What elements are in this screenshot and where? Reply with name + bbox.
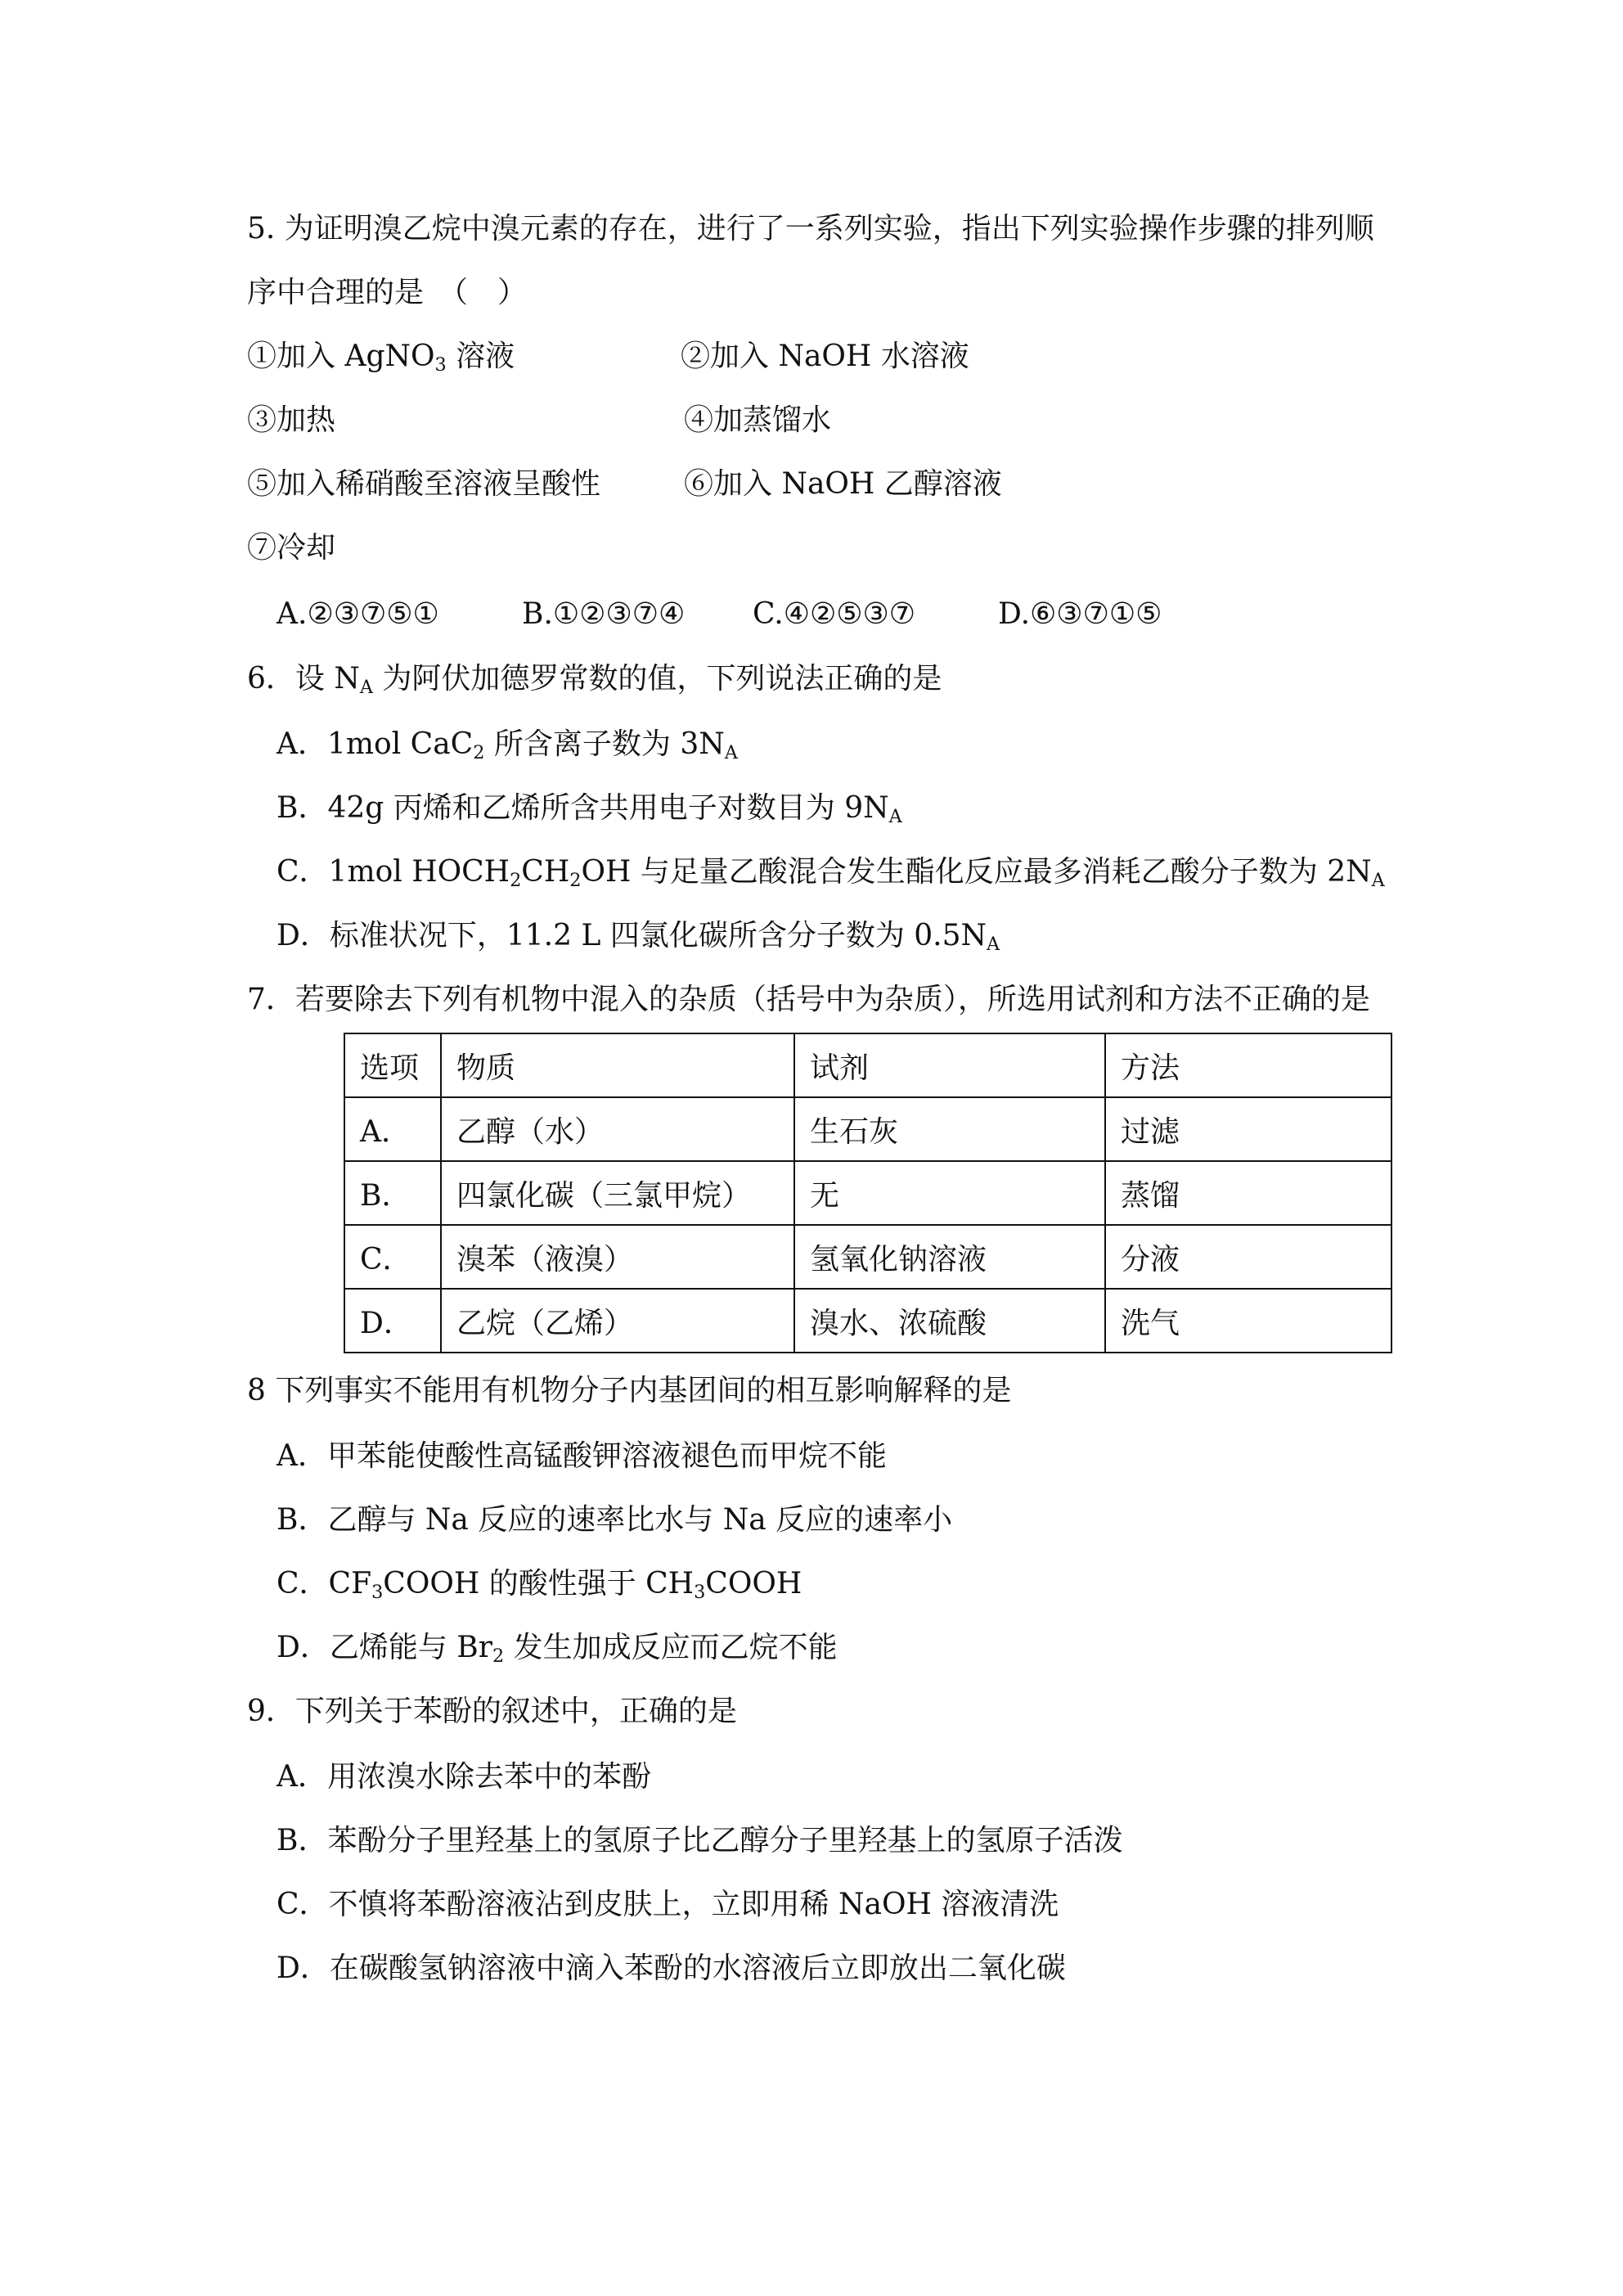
table-cell: 蒸馏	[1105, 1161, 1391, 1225]
q9-stem: 9．下列关于苯酚的叙述中，正确的是	[247, 1695, 737, 1728]
table-header-cell: 物质	[441, 1033, 794, 1097]
q5-stem-line2: 序中合理的是 （ ）	[247, 276, 528, 309]
q5-option-b: B.①②③⑦④	[522, 597, 686, 631]
q6-option-b: B．42g 丙烯和乙烯所含共用电子对数目为 $9N_A$	[276, 791, 902, 828]
table-cell: 生石灰	[794, 1097, 1105, 1161]
q5-step-3: ③加热	[247, 403, 336, 437]
q5-step-1: ①加入 AgNO$_3$ 溶液	[247, 340, 515, 376]
table-cell: D．	[344, 1289, 441, 1353]
q6-option-c: C．1mol $HOCH_2CH_2OH$ 与足量乙酸混合发生酯化反应最多消耗乙酸分子数为 $2N_A$	[276, 855, 1385, 892]
table-row	[344, 1097, 1391, 1161]
table-cell: A．	[344, 1097, 441, 1161]
q5-option-c: C.④②⑤③⑦	[753, 597, 916, 631]
q8-option-b: B．乙醇与 Na 反应的速率比水与 Na 反应的速率小	[276, 1503, 953, 1537]
table-cell: 无	[794, 1161, 1105, 1225]
table-row	[344, 1161, 1391, 1225]
table-header-row	[344, 1033, 1391, 1097]
q8-option-c: C．$CF_3COOH$ 的酸性强于 $CH_3COOH$	[276, 1567, 803, 1604]
table-cell: 溴水、浓硫酸	[794, 1289, 1105, 1353]
table-cell: C．	[344, 1225, 441, 1289]
q7-table	[344, 1033, 1392, 1353]
q8-stem: 8 下列事实不能用有机物分子内基团间的相互影响解释的是	[247, 1374, 1012, 1407]
q6-option-a: A．1mol CaC$_2$ 所含离子数为 $3N_A$	[276, 727, 738, 764]
q5-step-2: ②加入 NaOH 水溶液	[681, 340, 969, 373]
table-cell: 乙醇（水）	[441, 1097, 794, 1161]
table-cell: B．	[344, 1161, 441, 1225]
q7-stem: 7．若要除去下列有机物中混入的杂质（括号中为杂质），所选用试剂和方法不正确的是	[247, 983, 1370, 1016]
q8-option-d: D．乙烯能与 $Br_2$ 发生加成反应而乙烷不能	[276, 1631, 838, 1668]
q8-option-a: A．甲苯能使酸性高锰酸钾溶液褪色而甲烷不能	[276, 1439, 887, 1473]
table-cell: 溴苯（液溴）	[441, 1225, 794, 1289]
table-cell: 分液	[1105, 1225, 1391, 1289]
q5-option-a: A.②③⑦⑤①	[276, 597, 439, 631]
q5-option-d: D.⑥③⑦①⑤	[998, 597, 1162, 631]
q6-stem: 6．设 $N_A$ 为阿伏加德罗常数的值，下列说法正确的是	[247, 662, 942, 699]
q5-step-5: ⑤加入稀硝酸至溶液呈酸性	[247, 467, 601, 501]
q5-step-4: ④加蒸馏水	[684, 403, 832, 437]
table-cell: 氢氧化钠溶液	[794, 1225, 1105, 1289]
table-cell: 乙烷（乙烯）	[441, 1289, 794, 1353]
q5-stem-line1: 5. 为证明溴乙烷中溴元素的存在，进行了一系列实验，指出下列实验操作步骤的排列顺	[247, 212, 1374, 245]
q9-option-c: C．不慎将苯酚溶液沾到皮肤上，立即用稀 NaOH 溶液清洗	[276, 1888, 1059, 1921]
q5-step-7: ⑦冷却	[247, 531, 336, 565]
table-row	[344, 1289, 1391, 1353]
q6-option-d: D．标准状况下，11.2 L 四氯化碳所含分子数为 $0.5N_A$	[276, 919, 1000, 956]
q5-step-6: ⑥加入 NaOH 乙醇溶液	[684, 467, 1002, 501]
q9-option-d: D．在碳酸氢钠溶液中滴入苯酚的水溶液后立即放出二氧化碳	[276, 1952, 1066, 1985]
table-header-cell: 方法	[1105, 1033, 1391, 1097]
table-cell: 四氯化碳（三氯甲烷）	[441, 1161, 794, 1225]
table-row	[344, 1225, 1391, 1289]
q9-option-b: B．苯酚分子里羟基上的氢原子比乙醇分子里羟基上的氢原子活泼	[276, 1824, 1123, 1857]
table-cell: 过滤	[1105, 1097, 1391, 1161]
q9-option-a: A．用浓溴水除去苯中的苯酚	[276, 1760, 651, 1794]
table-cell: 洗气	[1105, 1289, 1391, 1353]
table-header-cell: 选项	[344, 1033, 441, 1097]
table-header-cell: 试剂	[794, 1033, 1105, 1097]
